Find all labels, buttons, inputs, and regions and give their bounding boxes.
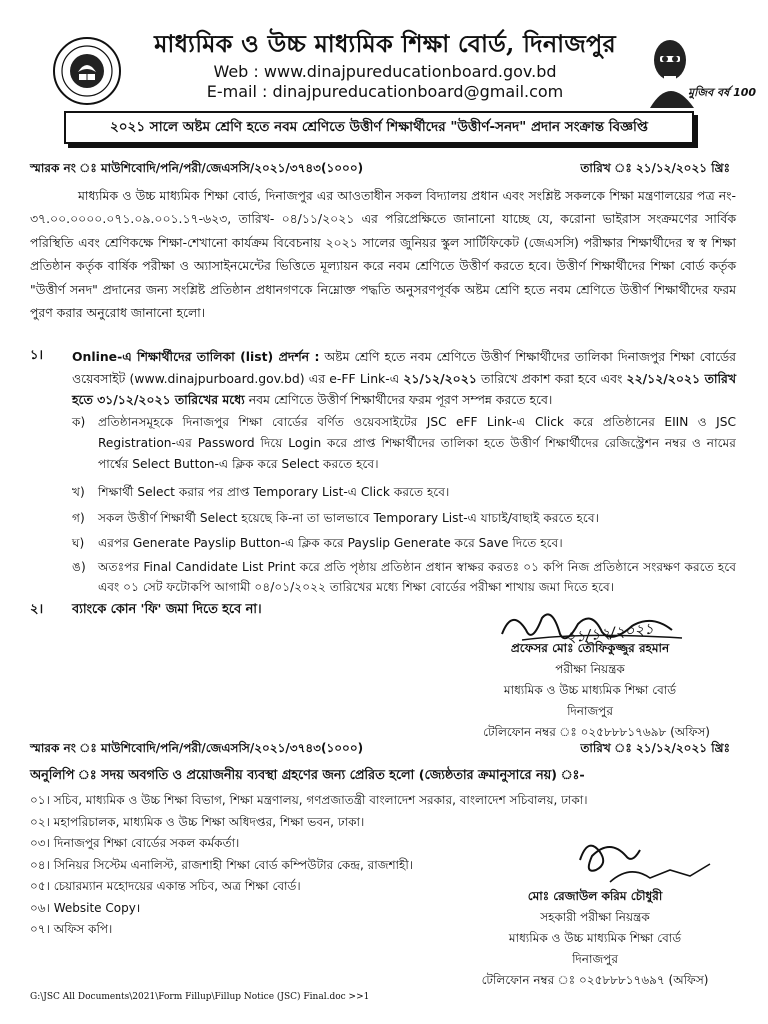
signatory-2-block [470,886,720,991]
copy-list-item: ০৪। সিনিয়র সিস্টেম এনালিস্ট, রাজশাহী শিক্ষা বোর্ড কম্পিউটার কেন্দ্র, রাজশাহী। [30,857,414,872]
item-1-publish-date: ২১/১২/২০২১ [403,370,477,386]
signatory-2-city: দিনাজপুর [572,952,618,966]
signature-2-image [570,830,720,892]
memo-date-copy: তারিখ ঃ ২১/১২/২০২১ খ্রিঃ [580,741,730,755]
sub-item-key: ঙ) [72,560,86,574]
item-2-text: ব্যাংকে কোন 'ফি' জমা দিতে হবে না। [72,602,262,617]
copy-list-item: ০৬। Website Copy। [30,900,141,915]
item-number-2: ২। [30,602,44,617]
signatory-1-city: দিনাজপুর [567,704,613,718]
board-website: Web : www.dinajpureducationboard.gov.bd [213,62,557,81]
file-path-footer: G:\JSC All Documents\2021\Form Fillup\Fillup Notice (JSC) Final.doc >>1 [30,992,370,1002]
signatory-2-phone: টেলিফোন নম্বর ঃ ০২৫৮৮৮১৭৬৯৭ (অফিস) [481,973,709,987]
signatory-1-phone: টেলিফোন নম্বর ঃ ০২৫৮৮৮১৭৬৯৮ (অফিস) [483,725,710,739]
sub-item-text: সকল উত্তীর্ণ শিক্ষার্থী Select হয়েছে কি-না তা ভালভাবে Temporary List-এ যাচাই/বাছাই করতে হবে। [98,511,599,525]
item-1-body2: তারিখে প্রকাশ করা হবে এবং [476,370,627,386]
copy-list-item: ০১। সচিব, মাধ্যমিক ও উচ্চ শিক্ষা বিভাগ, শিক্ষা মন্ত্রণালয়, গণপ্রজাতন্ত্রী বাংলাদেশ সরকার, বাংলাদেশ সচিবালয়, ঢাকা। [30,793,588,807]
reference-row [30,160,730,180]
signatory-2-title: সহকারী পরীক্ষা নিয়ন্ত্রক [540,910,650,924]
item-1-body3: নবম শ্রেণিতে উত্তীর্ণ শিক্ষার্থীদের ফরম পূরণ সম্পন্ন করতে হবে। [244,392,553,407]
reference-row-copy [30,740,730,760]
copy-list-item: ০৭। অফিস কপি। [30,922,113,936]
signatory-1-title: পরীক্ষা নিয়ন্ত্রক [555,662,625,676]
signature-1-date: ২১/১২/২০২১ [565,619,655,647]
signatory-1-org: মাধ্যমিক ও উচ্চ মাধ্যমিক শিক্ষা বোর্ড [503,683,677,697]
sub-item [72,508,736,528]
board-seal-logo [52,36,122,106]
sub-item [72,557,736,597]
signatory-1-name: প্রফেসর মোঃ তৌফিকুজ্জুর রহমান [510,641,670,655]
sub-item-text: এরপর Generate Payslip Button-এ ক্লিক করে Payslip Generate করে Save দিতে হবে। [98,536,563,550]
item-1-date-range: ২২/১২/২০২১ তারিখ হতে ৩১/১২/২০২১ তারিখের মধ্যে [72,370,737,407]
memo-number-copy: স্মারক নং ঃ মাউশিবোদি/পনি/পরী/জেএসসি/২০২১/৩৭৪৩(১০০০) [30,741,364,755]
copy-list-item: ০২। মহাপরিচালক, মাধ্যমিক ও উচ্চ শিক্ষা অধিদপ্তর, শিক্ষা ভবন, ঢাকা। [30,814,365,829]
item-1-body: অষ্টম শ্রেণি হতে নবম শ্রেণিতে উত্তীর্ণ শিক্ষার্থীদের তালিকা দিনাজপুর শিক্ষা বোর্ডের ওয়েবসাইট (www.dinajpurboard.gov.bd) এর e-FF Link-এ [72,349,736,386]
item-number-1: ১। [30,348,44,363]
sub-item [72,533,736,553]
signatory-2-name: মোঃ রেজাউল করিম চৌধুরী [527,889,663,903]
notice-body-paragraph: মাধ্যমিক ও উচ্চ মাধ্যমিক শিক্ষা বোর্ড, দিনাজপুর এর আওতাধীন সকল বিদ্যালয় প্রধান এবং সংশ্লিষ্ট সকলকে শিক্ষা মন্ত্রণালয়ের পত্র নং- ৩৭.০০.০০০০.০৭১.০৯.০০১.১৭-৬২৩, তারিখ- ০৪/১১/২০২১ এর পরিপ্রেক্ষিতে জানানো যাচ্ছে যে, করোনা ভাইরাস সংক্রমণের সার্বিক পরিস্থিতি এবং শ্রেণিকক্ষে শিক্ষা-শেখানো কার্যক্রম বিবেচনায় ২০২১ সালের জুনিয়র স্কুল সার্টিফিকেট (জেএসসি) পরীক্ষার শিক্ষার্থীদের স্ব স্ব শিক্ষা প্রতিষ্ঠান কর্তৃক বার্ষিক পরীক্ষা ও অ্যাসাইনমেন্টের ভিত্তিতে মূল্যায়ন করে নবম শ্রেণিতে উত্তীর্ণ করতে হবে। উত্তীর্ণ শিক্ষার্থীদের শিক্ষা বোর্ড কর্তৃক "উত্তীর্ণ সনদ" প্রদানের জন্য সংশ্লিষ্ট প্রতিষ্ঠান প্রধানগণকে নিম্নোক্ত পদ্ধতি অনুসরণপূর্বক অষ্টম শ্রেণি হতে নবম শ্রেণিতে উত্তীর্ণ শিক্ষার্থীদের ফরম পুরণ করার অনুরোধ জানানো হলো। [30,188,736,321]
item-1-lead: Online-এ শিক্ষার্থীদের তালিকা (list) প্রদর্শন : [72,349,320,364]
sub-item-text: অতঃপর Final Candidate List Print করে প্রতি পৃষ্ঠায় প্রতিষ্ঠান প্রধান স্বাক্ষর করতঃ ০১ কপি নিজ প্রতিষ্ঠানে সংরক্ষণ করতে হবে এবং ০১ সেট ফটোকপি আগামী ০৪/০১/২০২২ তারিখের মধ্যে শিক্ষা বোর্ডের পরীক্ষা শাখায় জমা দিতে হবে। [98,560,736,594]
memo-date: তারিখ ঃ ২১/১২/২০২১ খ্রিঃ [580,161,730,175]
board-name: মাধ্যমিক ও উচ্চ মাধ্যমিক শিক্ষা বোর্ড, দিনাজপুর [154,29,616,58]
sub-item [72,482,736,502]
sub-item-key: গ) [72,511,85,525]
sub-item-key: ঘ) [72,536,85,550]
sub-item-text: প্রতিষ্ঠানসমূহকে দিনাজপুর শিক্ষা বোর্ডের বর্ণিত ওয়েবসাইটের JSC eFF Link-এ Click করে প্রতিষ্ঠানের EIIN ও JSC Registration-এর Password দিয়ে Login করে প্রাপ্ত শিক্ষার্থীদের তালিকা হতে উত্তীর্ণ শিক্ষার্থীদের রেজিস্ট্রেশন নম্বর ও নামের পার্শ্বের Select Button-এ ক্লিক করে Select করতে হবে। [98,415,736,471]
sub-item-key: খ) [72,485,85,499]
mujib-badge-text: মুজিব বর্ষ 100 [688,86,757,99]
board-email: E-mail : dinajpureducationboard@gmail.com [206,82,564,101]
copy-heading: অনুলিপি ঃ সদয় অবগতি ও প্রয়োজনীয় ব্যবস্থা গ্রহণের জন্য প্রেরিত হলো (জ্যেষ্ঠতার ক্রমানুসারে নয়) ঃ- [30,768,585,783]
signatory-2-org: মাধ্যমিক ও উচ্চ মাধ্যমিক শিক্ষা বোর্ড [508,931,682,945]
sub-item-text: শিক্ষার্থী Select করার পর প্রাপ্ত Temporary List-এ Click করতে হবে। [98,485,450,499]
copy-list-item: ০৫। চেয়ারম্যান মহোদয়ের একান্ত সচিব, অত্র শিক্ষা বোর্ড। [30,879,301,893]
copy-list-item: ০৩। দিনাজপুর শিক্ষা বোর্ডের সকল কর্মকর্তা। [30,836,240,850]
sub-item [72,412,736,475]
item-1-text [72,346,736,411]
sub-item-key: ক) [72,415,86,429]
signatory-1-block [470,638,710,743]
notice-subject: ২০২১ সালে অষ্টম শ্রেণি হতে নবম শ্রেণিতে উত্তীর্ণ শিক্ষার্থীদের "উত্তীর্ণ-সনদ" প্রদান সংক্রান্ত বিজ্ঞপ্তি [64,111,694,144]
memo-number: স্মারক নং ঃ মাউশিবোদি/পনি/পরী/জেএসসি/২০২১/৩৭৪৩(১০০০) [30,161,364,175]
